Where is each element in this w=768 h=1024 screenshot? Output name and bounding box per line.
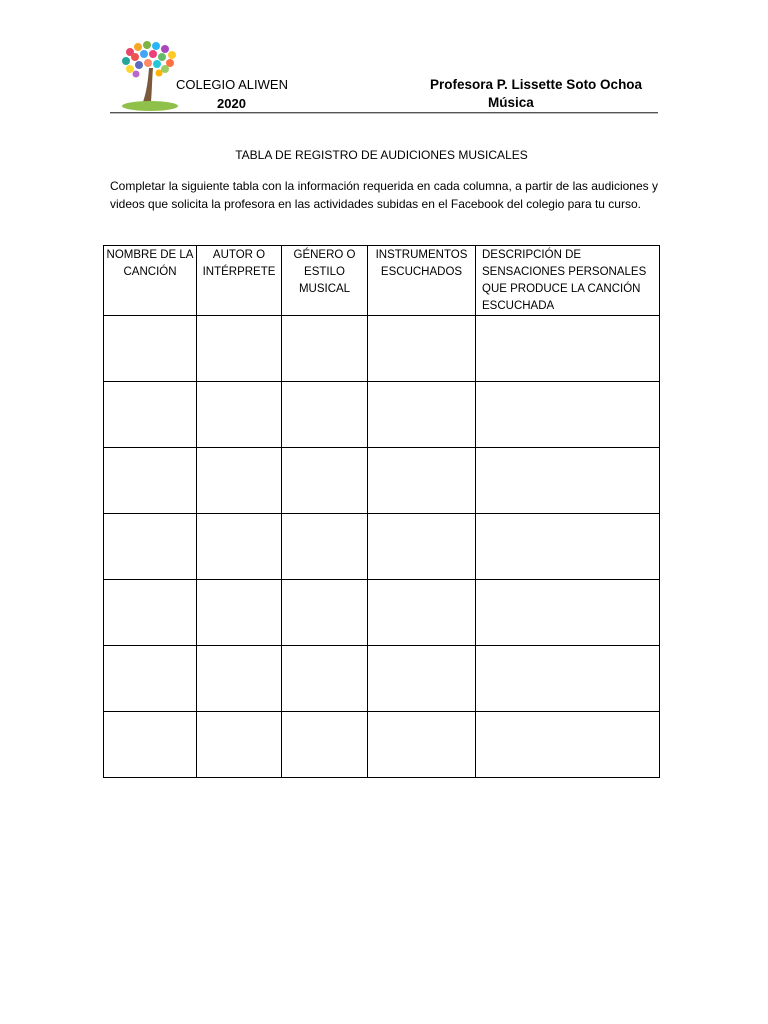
table-header-row [104,246,660,316]
table-cell-instruments[interactable] [368,712,476,778]
table-cell-description[interactable] [476,580,660,646]
table-cell-instruments[interactable] [368,580,476,646]
table-row [104,514,660,580]
table-cell-genre[interactable] [282,316,368,382]
table-cell-instruments[interactable] [368,448,476,514]
table-cell-description[interactable] [476,316,660,382]
table-cell-author[interactable] [197,580,282,646]
table-cell-genre[interactable] [282,382,368,448]
table-cell-genre[interactable] [282,646,368,712]
table-cell-song-name[interactable] [104,646,197,712]
school-name: COLEGIO ALIWEN [176,77,288,92]
table-row [104,580,660,646]
table-cell-genre[interactable] [282,514,368,580]
table-cell-song-name[interactable] [104,712,197,778]
column-header-author: AUTOR O INTÉRPRETE [197,246,282,316]
auditions-record-table [103,245,660,778]
table-cell-genre[interactable] [282,712,368,778]
table-cell-author[interactable] [197,382,282,448]
teacher-name: Profesora P. Lissette Soto Ochoa [430,77,643,92]
tree-ground [122,101,178,111]
table-row [104,646,660,712]
column-header-song-name: NOMBRE DE LA CANCIÓN [104,246,197,316]
school-year: 2020 [217,96,246,111]
table-cell-song-name[interactable] [104,514,197,580]
table-cell-genre[interactable] [282,580,368,646]
table-row [104,712,660,778]
table-cell-instruments[interactable] [368,646,476,712]
table-row [104,316,660,382]
table-cell-instruments[interactable] [368,514,476,580]
table-cell-description[interactable] [476,514,660,580]
table-cell-song-name[interactable] [104,448,197,514]
table-cell-song-name[interactable] [104,316,197,382]
table-cell-song-name[interactable] [104,580,197,646]
table-cell-instruments[interactable] [368,316,476,382]
header-divider [110,112,658,113]
table-row [104,382,660,448]
column-header-description: DESCRIPCIÓN DE SENSACIONES PERSONALES QUE PRODUCE LA CANCIÓN ESCUCHADA [476,246,660,316]
table-cell-author[interactable] [197,646,282,712]
column-header-instruments: INSTRUMENTOS ESCUCHADOS [368,246,476,316]
table-body [104,316,660,778]
table-cell-description[interactable] [476,382,660,448]
table-cell-description[interactable] [476,712,660,778]
tree-trunk [143,68,153,102]
table-cell-author[interactable] [197,448,282,514]
table-cell-instruments[interactable] [368,382,476,448]
instructions-paragraph: Completar la siguiente tabla con la información requerida en cada columna, a partir de las audiciones y videos que solicita la profesora en las actividades subidas en el Facebook del colegio para tu curso. [110,179,658,211]
school-logo-tree [118,40,184,116]
table-cell-song-name[interactable] [104,382,197,448]
table-row [104,448,660,514]
subject-name: Música [488,95,534,110]
table-cell-genre[interactable] [282,448,368,514]
table-cell-author[interactable] [197,514,282,580]
document-title: TABLA DE REGISTRO DE AUDICIONES MUSICALES [235,148,528,162]
table-cell-author[interactable] [197,316,282,382]
table-cell-description[interactable] [476,646,660,712]
table-cell-author[interactable] [197,712,282,778]
table-cell-description[interactable] [476,448,660,514]
column-header-genre: GÉNERO O ESTILO MUSICAL [282,246,368,316]
